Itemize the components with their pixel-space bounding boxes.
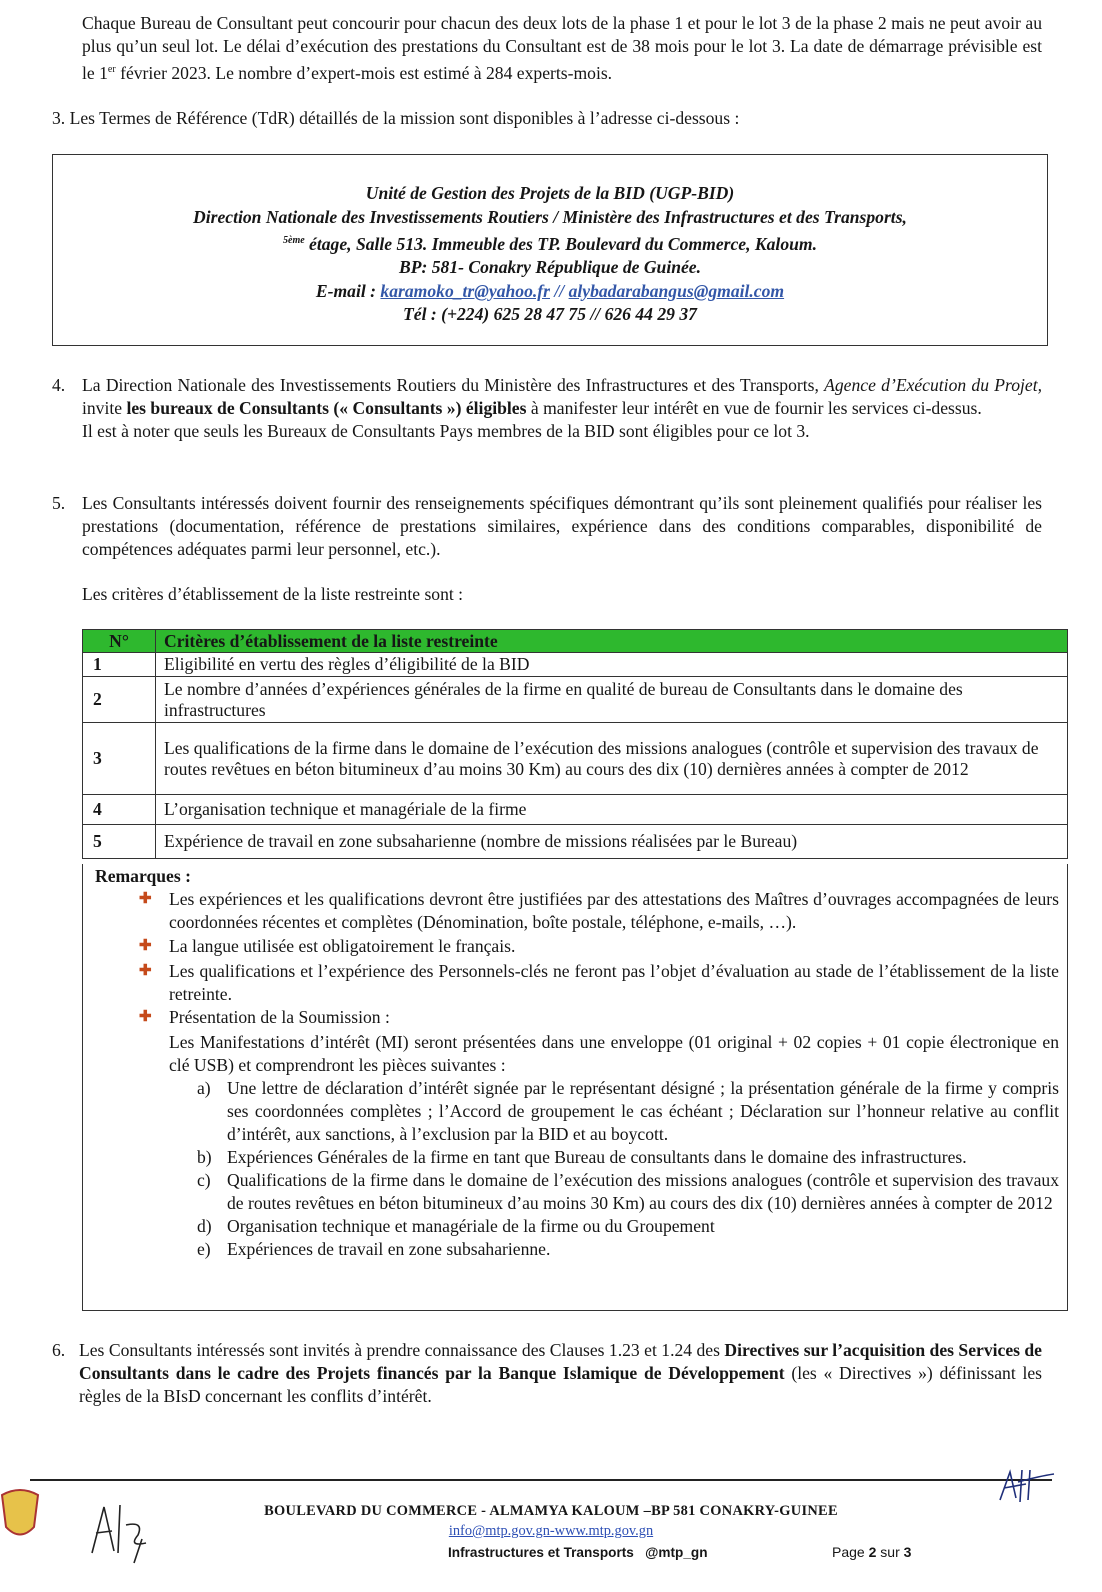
arrow-bullet-icon: ✚ <box>139 938 152 954</box>
section-3-number: 3. <box>52 108 66 128</box>
tor-line-2: Direction Nationale des Investissements Routiers / Ministère des Infrastructures et des Transports, <box>193 206 907 227</box>
arrow-bullet-icon: ✚ <box>139 1009 152 1025</box>
email-link-2[interactable]: alybadarabangus@gmail.com <box>568 280 785 301</box>
intro-text: Chaque Bureau de Consultant peut concourir pour chacun des deux lots de la phase 1 et pour le lot 3 de la phase 2 mais ne peut avoir au plus qu’un seul lot. Le délai d’exécution des prestations du Consultant est de 38 mois pour le lot 3. La date de démarrage prévisible est le 1 <box>82 13 1042 83</box>
item-label: a) <box>197 1078 211 1098</box>
item-text: Organisation technique et managériale de la firme ou du Groupement <box>227 1216 715 1236</box>
item-text: Expériences Générales de la firme en tant que Bureau de consultants dans le domaine des infrastructures. <box>227 1147 967 1167</box>
tor-line-4: BP: 581- Conakry République de Guinée. <box>398 257 702 278</box>
section-4-note: Il est à noter que seuls les Bureaux de Consultants Pays membres de la BID sont éligibles pour ce lot 3. <box>82 421 810 441</box>
tor-tel: Tél : (+224) 625 28 47 75 // 626 44 29 37 <box>403 304 697 325</box>
intro-paragraph <box>82 12 1042 85</box>
item-text: Qualifications de la firme dans le domaine de l’exécution des missions analogues (contrôle et supervision des travaux de routes revêtues en béton bitumineux d’au moins 30 Km) au cours des dix (10) dernières années à compter de 2012 <box>227 1170 1059 1213</box>
section-3-text: Les Termes de Référence (TdR) détaillés de la mission sont disponibles à l’adresse ci-dessous : <box>69 108 740 128</box>
table-row <box>83 795 1068 825</box>
section-4-text-1: La Direction Nationale des Investissements Routiers du Ministère des Infrastructures et des Transports, <box>82 375 825 395</box>
remarks-box <box>82 864 1068 1311</box>
email-separator: // <box>550 280 569 301</box>
table-row <box>83 825 1068 859</box>
tor-address-box <box>52 154 1048 346</box>
remarks-bullet-text: Présentation de la Soumission : <box>169 1007 390 1027</box>
remarks-bullet-text: Les qualifications et l’expérience des Personnels-clés ne feront pas l’objet d’évaluation au stade de l’établissement de la liste retreinte. <box>169 961 1059 1004</box>
header-no: N° <box>83 630 156 653</box>
section-6-text-2: (les « Directives ») définissant les règles de la BIsD concernant les conflits d’intérêt. <box>79 1363 1042 1406</box>
section-4-bold: les bureaux de Consultants (« Consultants ») éligibles <box>126 398 527 418</box>
row-criteria: L’organisation technique et managériale de la firme <box>156 795 1068 825</box>
page-total: 3 <box>903 1544 912 1560</box>
row-criteria: Eligibilité en vertu des règles d’éligibilité de la BID <box>156 653 1068 677</box>
page-current: 2 <box>868 1544 877 1560</box>
row-no: 3 <box>83 723 156 795</box>
section-4 <box>52 374 1042 443</box>
section-6-bold: Directives sur l’acquisition des Services de Consultants dans le cadre des Projets financés par la Banque Islamique de Développement <box>79 1340 1042 1383</box>
footer-address: BOULEVARD DU COMMERCE - ALMAMYA KALOUM –BP 581 CONAKRY-GUINEE <box>264 1503 838 1519</box>
remarks-bullet <box>139 888 1059 934</box>
remarks-bullet-text: Les expériences et les qualifications devront être justifiées par des attestations des Maîtres d’ouvrages accompagnées de leurs coordonnées récentes et complètes (Dénomination, boîte postale, téléphone, e-mails, …). <box>169 889 1059 932</box>
item-label: b) <box>197 1147 212 1167</box>
footer-page-number <box>832 1541 911 1564</box>
list-item <box>197 1146 1059 1169</box>
item-text: Expériences de travail en zone subsaharienne. <box>227 1239 551 1259</box>
page-prefix: Page <box>832 1544 869 1560</box>
intro-text-end: février 2023. Le nombre d’expert-mois est estimé à 284 experts-mois. <box>115 62 613 83</box>
item-label: c) <box>197 1170 211 1190</box>
table-header-row <box>83 630 1068 653</box>
footer-divider <box>30 1479 1052 1481</box>
criteria-intro: Les critères d’établissement de la liste restreinte sont : <box>82 584 464 604</box>
table-row <box>83 723 1068 795</box>
section-6-number: 6. <box>52 1340 66 1360</box>
list-item <box>197 1215 1059 1238</box>
section-4-number: 4. <box>52 375 66 395</box>
email-link-1[interactable]: karamoko_tr@yahoo.fr <box>380 280 550 301</box>
section-5 <box>52 492 1042 561</box>
remarks-bullet-text: La langue utilisée est obligatoirement le français. <box>169 936 516 956</box>
page-mid: sur <box>876 1544 904 1560</box>
section-5-number: 5. <box>52 493 66 513</box>
section-6 <box>52 1339 1042 1408</box>
item-label: e) <box>197 1239 211 1259</box>
section-5-text: Les Consultants intéressés doivent fournir des renseignements spécifiques démontrant qu’ils sont pleinement qualifiés pour réaliser les prestations (documentation, référence de prestations similaires, expérience dans des conditions comparables, disponibilité de compétences adéquates parmi leur personnel, etc.). <box>82 493 1042 559</box>
section-4-agence: Agence d’Exécution du Projet, <box>824 375 1042 395</box>
section-4-text-2: invite <box>82 398 127 418</box>
list-item <box>197 1169 1059 1215</box>
table-row <box>83 677 1068 723</box>
tor-line-3 <box>53 229 1047 256</box>
row-criteria: Les qualifications de la firme dans le domaine de l’exécution des missions analogues (contrôle et supervision des travaux de routes revêtues en béton bitumineux d’au moins 30 Km) au cours des dix (10) dernières années à compter de 2012 <box>156 723 1068 795</box>
row-no: 5 <box>83 825 156 859</box>
section-4-text-3: à manifester leur intérêt en vue de fournir les services ci-dessus. <box>526 398 982 418</box>
arrow-bullet-icon: ✚ <box>139 891 152 907</box>
header-criteria: Critères d’établissement de la liste restreinte <box>156 630 1068 653</box>
row-no: 1 <box>83 653 156 677</box>
tor-email-line <box>53 280 1047 304</box>
row-no: 4 <box>83 795 156 825</box>
list-item <box>197 1077 1059 1146</box>
row-criteria: Le nombre d’années d’expériences générales de la firme en qualité de bureau de Consultants dans le domaine des infrastructures <box>156 677 1068 723</box>
footer-social: Infrastructures et Transports @mtp_gn <box>448 1545 708 1560</box>
footer-web-link[interactable]: info@mtp.gov.gn-www.mtp.gov.gn <box>448 1523 654 1539</box>
arrow-bullet-icon: ✚ <box>139 963 152 979</box>
section-6-text-1: Les Consultants intéressés sont invités à prendre connaissance des Clauses 1.23 et 1.24 des <box>79 1340 725 1360</box>
remarks-bullet <box>139 935 1059 958</box>
section-3 <box>52 107 1042 130</box>
list-item <box>197 1238 1059 1261</box>
tor-line-3-sup: 5ème <box>283 235 305 246</box>
item-text: Une lettre de déclaration d’intérêt signée par le représentant désigné ; la présentation générale de la firme y compris ses coordonnées complètes ; l’Accord de groupement le cas échéant ; Déclaration sur l’honneur relative au conflit d’intérêt, aux sanctions, à l’exclusion par la BID et au boycott. <box>227 1078 1059 1144</box>
criteria-table <box>82 629 1068 859</box>
remarks-title: Remarques : <box>95 866 191 886</box>
item-label: d) <box>197 1216 212 1236</box>
submission-text: Les Manifestations d’intérêt (MI) seront présentées dans une enveloppe (01 original + 02 copies + 01 copie électronique en clé USB) et comprendront les pièces suivantes : <box>169 1032 1059 1075</box>
remarks-bullet <box>139 1006 1059 1029</box>
row-criteria: Expérience de travail en zone subsaharienne (nombre de missions réalisées par le Bureau) <box>156 825 1068 859</box>
remarks-bullet <box>139 960 1059 1006</box>
table-row <box>83 653 1068 677</box>
intro-sup: er <box>107 64 116 75</box>
submission-list <box>197 1077 1059 1261</box>
row-no: 2 <box>83 677 156 723</box>
email-label: E-mail : <box>315 280 377 301</box>
tor-line-1: Unité de Gestion des Projets de la BID (UGP-BID) <box>365 183 735 203</box>
tor-line-3-text: étage, Salle 513. Immeuble des TP. Boulevard du Commerce, Kaloum. <box>304 233 817 254</box>
